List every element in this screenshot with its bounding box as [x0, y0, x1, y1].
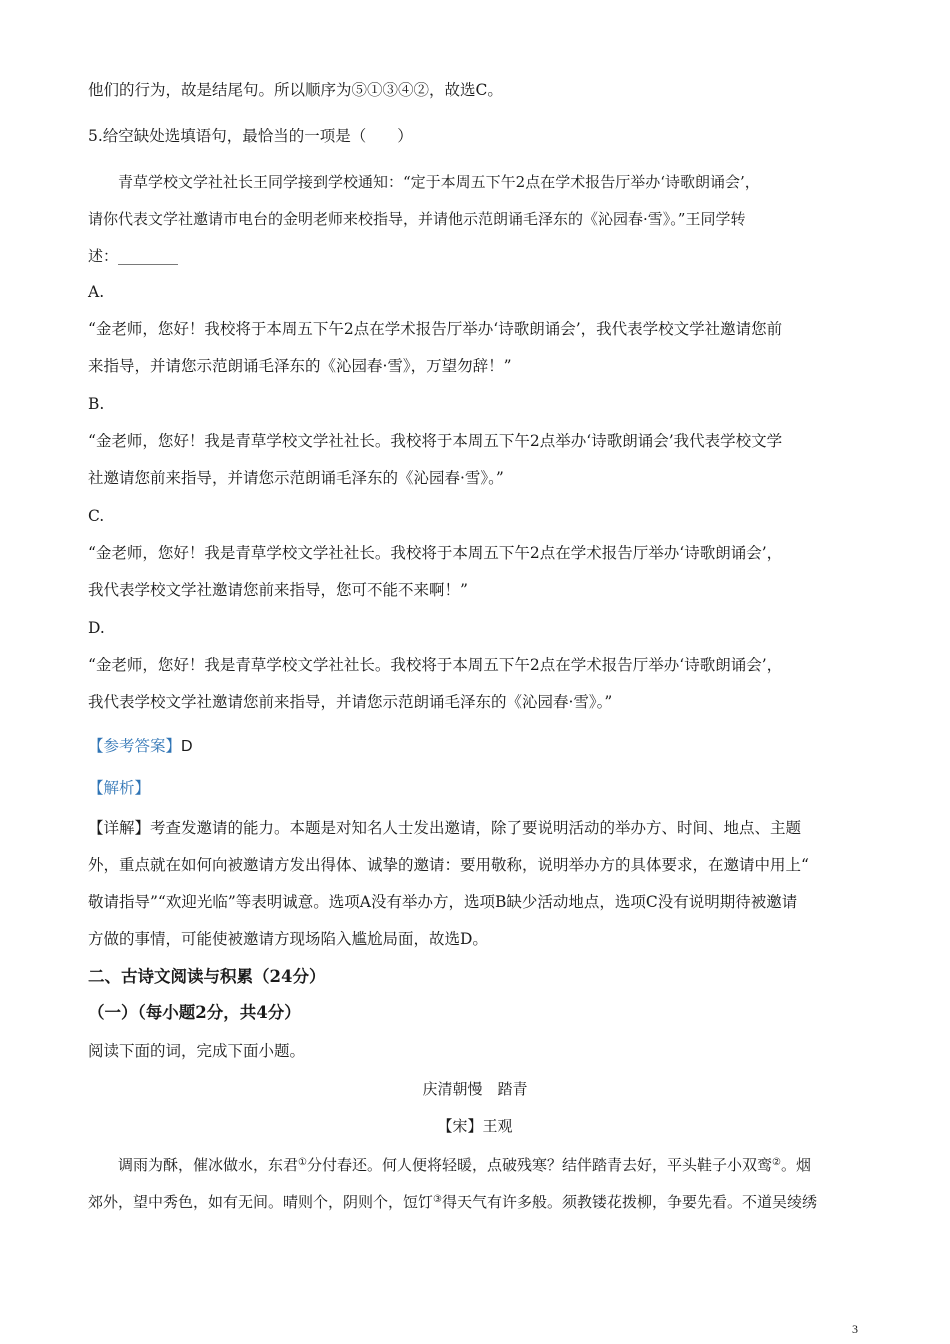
- detail-tag: 【详解】: [88, 819, 151, 837]
- answer-value: D: [181, 738, 193, 755]
- option-c-label[interactable]: C.: [88, 507, 105, 525]
- option-b-line-1: “金老师，您好！我是青草学校文学社社长。我校将于本周五下午2点举办‘诗歌朗诵会’我代表学校文学: [88, 432, 783, 450]
- poem-line-1: [118, 1153, 811, 1175]
- footnote-3-marker[interactable]: ③: [433, 1194, 442, 1205]
- previous-analysis-end: 他们的行为，故是结尾句。所以顺序为⑤①③④②，故选C。: [88, 81, 503, 99]
- detail-line-4: 方做的事情，可能使被邀请方现场陷入尴尬局面，故选D。: [88, 930, 488, 948]
- poem-line-2: [88, 1190, 817, 1212]
- footnote-1-marker[interactable]: ①: [298, 1157, 307, 1168]
- option-a-line-1: “金老师，您好！我校将于本周五下午2点在学术报告厅举办‘诗歌朗诵会’，我代表学校文学社邀请您前: [88, 320, 783, 338]
- page-number: 3: [852, 1322, 858, 1336]
- poem-title: 庆清朝慢 踏青: [422, 1080, 528, 1098]
- option-d-line-2: 我代表学校文学社邀请您前来指导，并请您示范朗诵毛泽东的《沁园春·雪》。”: [88, 693, 613, 711]
- option-d-line-1: “金老师，您好！我是青草学校文学社社长。我校将于本周五下午2点在学术报告厅举办‘诗歌朗诵会’，: [88, 656, 783, 674]
- poem-line-2-part-b: 得天气有许多般。须教镂花拨柳，争要先看。不道吴绫绣: [441, 1193, 817, 1211]
- passage-line-3: 述：________: [88, 247, 179, 265]
- poem-line-1-part-c: 。烟: [780, 1156, 811, 1174]
- option-b-line-2: 社邀请您前来指导，并请您示范朗诵毛泽东的《沁园春·雪》。”: [88, 469, 504, 487]
- answer-line: [88, 736, 193, 757]
- detail-line-1: [88, 818, 801, 838]
- option-b-label[interactable]: B.: [88, 395, 105, 413]
- poem-line-1-part-a: 调雨为酥，催冰做水，东君: [118, 1156, 299, 1174]
- option-c-line-2: 我代表学校文学社邀请您前来指导，您可不能不来啊！”: [88, 581, 468, 599]
- option-d-label[interactable]: D.: [88, 619, 105, 637]
- reading-instruction: 阅读下面的词，完成下面小题。: [88, 1042, 306, 1060]
- poem-author: 【宋】王观: [437, 1117, 513, 1135]
- footnote-2-marker[interactable]: ②: [772, 1157, 781, 1168]
- passage-line-2: 请你代表文学社邀请市电台的金明老师来校指导，并请他示范朗诵毛泽东的《沁园春·雪》。”王同学转: [88, 210, 746, 228]
- poem-line-2-part-a: 郊外，望中秀色，如有无间。晴则个，阴则个，饾饤: [88, 1193, 434, 1211]
- detail-line-2: 外，重点就在如何向被邀请方发出得体、诚挚的邀请：要用敬称，说明举办方的具体要求，在邀请中用上“: [88, 856, 809, 874]
- section-2-subheading: （一）（每小题2分，共4分）: [88, 1003, 301, 1022]
- question-5-stem: 5.给空缺处选填语句，最恰当的一项是（ ）: [88, 127, 413, 145]
- poem-line-1-part-b: 分付春还。何人便将轻暖，点破残寒？结伴踏青去好，平头鞋子小双鸾: [306, 1156, 772, 1174]
- section-2-heading: 二、古诗文阅读与积累（24分）: [88, 967, 326, 986]
- passage-line-1: 青草学校文学社社长王同学接到学校通知：“定于本周五下午2点在学术报告厅举办‘诗歌朗诵会’，: [118, 173, 760, 191]
- option-c-line-1: “金老师，您好！我是青草学校文学社社长。我校将于本周五下午2点在学术报告厅举办‘诗歌朗诵会’，: [88, 544, 783, 562]
- option-a-line-2: 来指导，并请您示范朗诵毛泽东的《沁园春·雪》，万望勿辞！”: [88, 357, 512, 375]
- option-a-label[interactable]: A.: [88, 283, 105, 301]
- detail-line-3: 敬请指导”“欢迎光临”等表明诚意。选项A没有举办方，选项B缺少活动地点，选项C没有说明期待被邀请: [88, 893, 798, 911]
- analysis-tag: 【解析】: [88, 779, 151, 797]
- detail-text-1: 考查发邀请的能力。本题是对知名人士发出邀请，除了要说明活动的举办方、时间、地点、主题: [150, 819, 802, 837]
- answer-tag: 【参考答案】: [88, 737, 182, 755]
